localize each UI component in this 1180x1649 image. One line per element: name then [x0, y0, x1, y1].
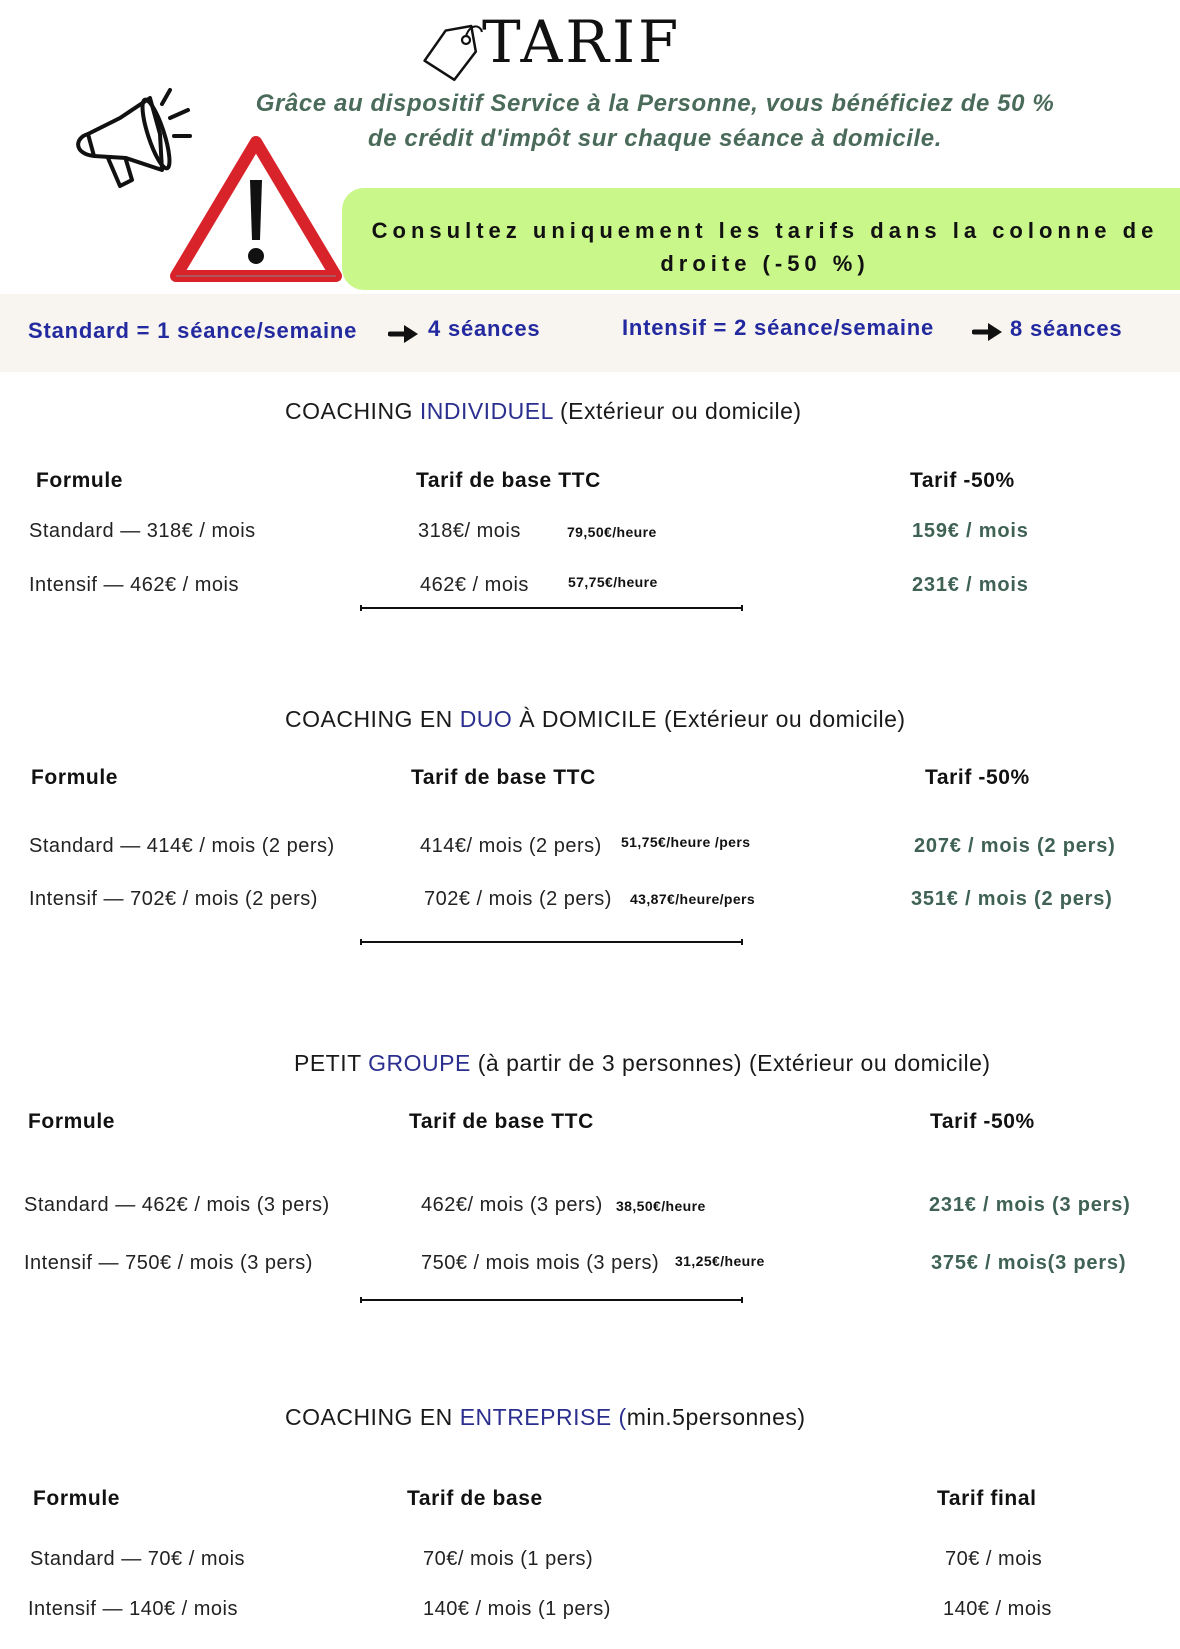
table-row-final: 231€ / mois — [912, 574, 1029, 596]
title-prefix: COACHING EN — [285, 706, 460, 732]
table-row-final: 70€ / mois — [945, 1548, 1043, 1570]
column-header-final: Tarif -50% — [910, 469, 1015, 492]
table-row-formule: Intensif — 750€ / mois (3 pers) — [24, 1252, 313, 1274]
column-header-formule: Formule — [33, 1487, 121, 1510]
title-highlight: INDIVIDUEL — [419, 398, 554, 424]
table-row-hourly: 51,75€/heure /pers — [621, 834, 751, 850]
column-header-final: Tarif -50% — [925, 766, 1030, 789]
table-row-final: 159€ / mois — [912, 520, 1029, 542]
table-row-formule: Standard — 318€ / mois — [29, 520, 256, 542]
table-row-final: 140€ / mois — [943, 1598, 1052, 1620]
section-title-individuel — [285, 398, 802, 425]
page-title: TARIF — [482, 8, 682, 76]
table-row-hourly: 79,50€/heure — [567, 524, 657, 540]
price-tag-icon — [418, 22, 484, 82]
divider — [360, 1299, 743, 1301]
divider — [360, 941, 743, 943]
table-row-base: 70€/ mois (1 pers) — [423, 1548, 594, 1570]
column-header-formule: Formule — [31, 766, 119, 789]
column-header-final: Tarif -50% — [930, 1110, 1035, 1133]
table-row-base: 702€ / mois (2 pers) — [424, 888, 612, 910]
table-row-base: 462€ / mois — [420, 574, 529, 596]
table-row-formule: Standard — 70€ / mois — [30, 1548, 246, 1570]
column-header-final: Tarif final — [937, 1487, 1037, 1510]
table-row-final: 207€ / mois (2 pers) — [914, 835, 1116, 857]
intensif-sessions: 8 séances — [1010, 316, 1123, 341]
table-row-final: 375€ / mois(3 pers) — [931, 1252, 1127, 1274]
table-row-formule: Intensif — 462€ / mois — [29, 574, 239, 596]
section-title-entreprise — [285, 1404, 806, 1431]
table-row-base: 462€/ mois (3 pers) — [421, 1194, 603, 1216]
title-prefix: COACHING EN — [285, 1404, 460, 1430]
table-row-base: 140€ / mois (1 pers) — [423, 1598, 611, 1620]
warning-icon — [170, 136, 342, 284]
title-suffix: (à partir de 3 personnes) (Extérieur ou domicile) — [470, 1050, 991, 1076]
column-header-base: Tarif de base TTC — [409, 1110, 594, 1133]
column-header-base: Tarif de base — [407, 1487, 543, 1510]
column-header-base: Tarif de base TTC — [416, 469, 601, 492]
table-row-hourly: 57,75€/heure — [568, 574, 658, 590]
section-title-duo — [285, 706, 906, 733]
table-row-base: 318€/ mois — [418, 520, 521, 542]
table-row-hourly: 31,25€/heure — [675, 1253, 765, 1269]
column-header-formule: Formule — [36, 469, 124, 492]
credit-line-2: de crédit d'impôt sur chaque séance à domicile. — [367, 125, 943, 152]
title-highlight: ENTREPRISE ( — [459, 1404, 627, 1430]
table-row-hourly: 43,87€/heure/pers — [630, 891, 756, 907]
divider — [360, 607, 743, 609]
intensif-frequency: Intensif = 2 séance/semaine — [622, 315, 935, 340]
column-header-base: Tarif de base TTC — [411, 766, 596, 789]
arrow-right-icon — [388, 322, 420, 346]
title-suffix: À DOMICILE (Extérieur ou domicile) — [512, 706, 906, 732]
title-suffix: min.5personnes) — [626, 1404, 806, 1430]
arrow-right-icon — [972, 320, 1004, 344]
credit-line-1: Grâce au dispositif Service à la Personne, vous bénéficiez de 50 % — [255, 90, 1055, 117]
table-row-base: 414€/ mois (2 pers) — [420, 835, 602, 857]
table-row-final: 351€ / mois (2 pers) — [911, 888, 1113, 910]
title-highlight: DUO — [459, 706, 513, 732]
title-highlight: GROUPE — [368, 1050, 471, 1076]
title-suffix: (Extérieur ou domicile) — [553, 398, 802, 424]
column-header-formule: Formule — [28, 1110, 116, 1133]
table-row-formule: Intensif — 702€ / mois (2 pers) — [29, 888, 318, 910]
standard-sessions: 4 séances — [428, 316, 541, 341]
table-row-formule: Intensif — 140€ / mois — [28, 1598, 238, 1620]
standard-frequency: Standard = 1 séance/semaine — [28, 318, 358, 343]
title-prefix: PETIT — [294, 1050, 369, 1076]
table-row-formule: Standard — 414€ / mois (2 pers) — [29, 835, 335, 857]
table-row-hourly: 38,50€/heure — [616, 1198, 706, 1214]
section-title-groupe — [294, 1050, 991, 1077]
title-prefix: COACHING — [285, 398, 420, 424]
table-row-formule: Standard — 462€ / mois (3 pers) — [24, 1194, 330, 1216]
table-row-base: 750€ / mois mois (3 pers) — [421, 1252, 660, 1274]
notice-text: Consultez uniquement les tarifs dans la colonne de droite (-50 %) — [371, 218, 1159, 276]
table-row-final: 231€ / mois (3 pers) — [929, 1194, 1131, 1216]
